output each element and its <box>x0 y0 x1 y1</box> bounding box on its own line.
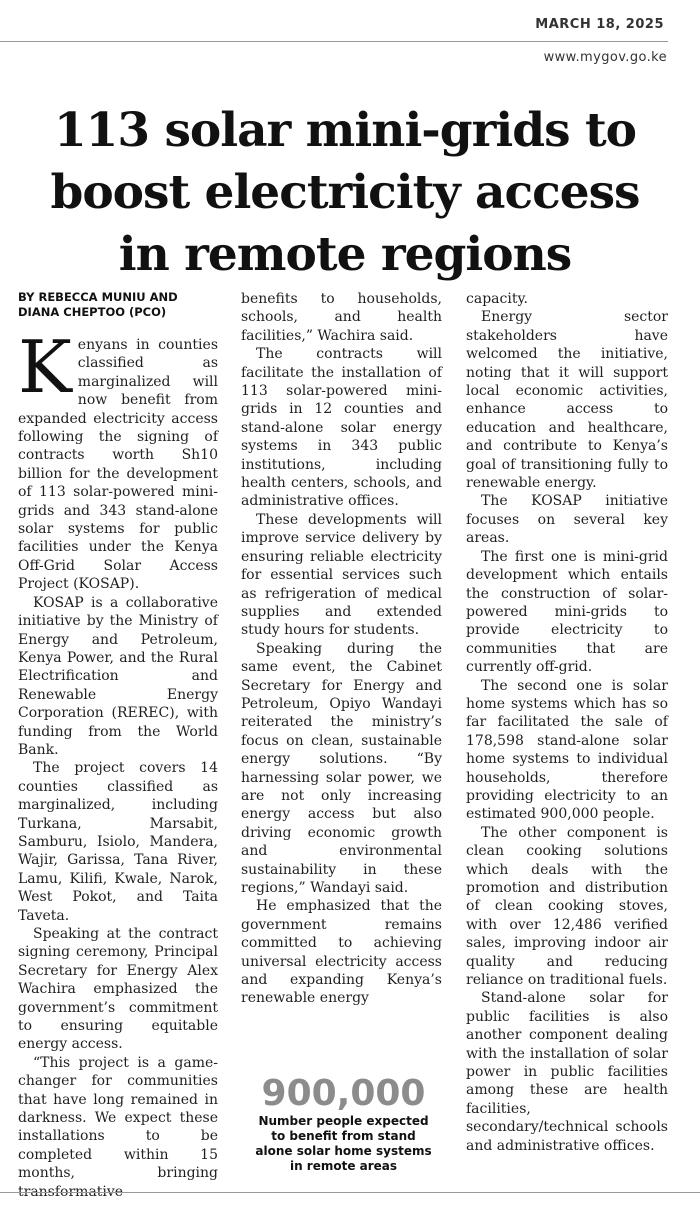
publication-date: MARCH 18, 2025 <box>535 17 664 32</box>
article-paragraph: Energy sector stakeholders have welcomed the initiative, noting that it will support local economic activities, enhance access to education and healthcare, and contribute to Kenya’s goal of transitioning fully to renewable energy. <box>466 309 668 492</box>
article-paragraph: capacity. <box>466 291 528 307</box>
headline-line: boost electricity access <box>50 165 640 220</box>
article-column-3 <box>466 290 668 1155</box>
article-paragraph: He emphasized that the government remains committed to achieving universal electricity access and expanding Kenya’s renewable energy <box>241 898 442 1007</box>
stat-callout <box>241 1074 446 1174</box>
article-column-1 <box>18 290 218 1201</box>
paragraph-text: enyans in counties classified as marginalized will now benefit from expanded electricity access following the signing of contracts worth Sh10 billion for the development of 113 solar-powered mini-grids and 343 stand-alone solar systems for public facilities under the Kenya Off-Grid Solar Access Project (KOSAP). <box>18 337 218 593</box>
stat-caption-line: Number people expected <box>258 1114 429 1128</box>
stat-caption-line: alone solar home systems <box>255 1144 432 1158</box>
article-paragraph: KOSAP is a collaborative initiative by the Ministry of Energy and Petroleum, Kenya Power, and the Rural Electrification and Renewable Energy Corporation (REREC), with funding from the World Bank. <box>18 594 218 758</box>
byline <box>18 290 218 320</box>
article-paragraph: These developments will improve service delivery by ensuring reliable electricity for essential services such as refrigeration of medical supplies and extended study hours for students. <box>241 511 442 639</box>
headline-line: in remote regions <box>118 227 572 282</box>
website-url: www.mygov.go.ke <box>543 50 667 65</box>
stat-caption <box>241 1114 446 1174</box>
article-paragraph: benefits to households, schools, and health facilities,” Wachira said. <box>241 291 442 344</box>
article-paragraph <box>18 325 218 594</box>
article-column-2 <box>241 290 442 1008</box>
byline-line: DIANA CHEPTOO (PCO) <box>18 305 167 319</box>
headline <box>10 100 680 286</box>
article-paragraph: The second one is solar home systems which has so far facilitated the sale of 178,598 stand-alone solar home systems to individual households, therefore providing electricity to an estimated 900,000 people. <box>466 677 668 823</box>
article-paragraph: The other component is clean cooking solutions which deals with the promotion and distribution of clean cooking stoves, with over 12,486 verified sales, improving indoor air quality and reducing reliance on traditional fuels. <box>466 824 668 989</box>
bottom-divider <box>0 1192 700 1193</box>
article-paragraph: Speaking during the same event, the Cabinet Secretary for Energy and Petroleum, Opiyo Wandayi reiterated the ministry’s focus on clean, sustainable energy solutions. “By harnessing solar power, we are not only increasing energy access but also driving economic growth and environmental sustainability in these regions,” Wandayi said. <box>241 640 442 896</box>
article-paragraph: Stand-alone solar for public facilities is also another component dealing with the installation of solar power in public facilities among these are health facilities, secondary/technical schools and administrative offices. <box>466 990 668 1154</box>
article-paragraph: The contracts will facilitate the installation of 113 solar-powered mini-grids in 12 counties and stand-alone solar energy systems in 343 public institutions, including health centers, schools, and administrative offices. <box>241 346 442 510</box>
stat-caption-line: to benefit from stand <box>271 1129 416 1143</box>
stat-caption-line: in remote areas <box>289 1159 398 1173</box>
article-paragraph: Speaking at the contract signing ceremony, Principal Secretary for Energy Alex Wachira emphasized the government’s commitment to ensuring equitable energy access. <box>18 926 218 1053</box>
article-paragraph: The first one is mini-grid development which entails the construction of solar-powered mini-grids to provide electricity to communities that are currently off-grid. <box>466 548 668 676</box>
top-divider <box>0 41 668 42</box>
drop-cap: K <box>18 325 72 409</box>
article-paragraph: “This project is a game-changer for communities that have long remained in darkness. We expect these installations to be completed within 15 months, bringing transformative <box>18 1054 218 1200</box>
byline-line: BY REBECCA MUNIU AND <box>18 290 178 304</box>
article-paragraph: The KOSAP initiative focuses on several key areas. <box>466 493 668 547</box>
stat-number: 900,000 <box>261 1073 426 1114</box>
article-paragraph: The project covers 14 counties classified as marginalized, including Turkana, Marsabit, Samburu, Isiolo, Mandera, Wajir, Garissa, Tana River, Lamu, Kilifi, Kwale, Narok, West Pokot, and Taita Taveta. <box>18 760 218 924</box>
headline-line: 113 solar mini-grids to <box>53 103 637 158</box>
